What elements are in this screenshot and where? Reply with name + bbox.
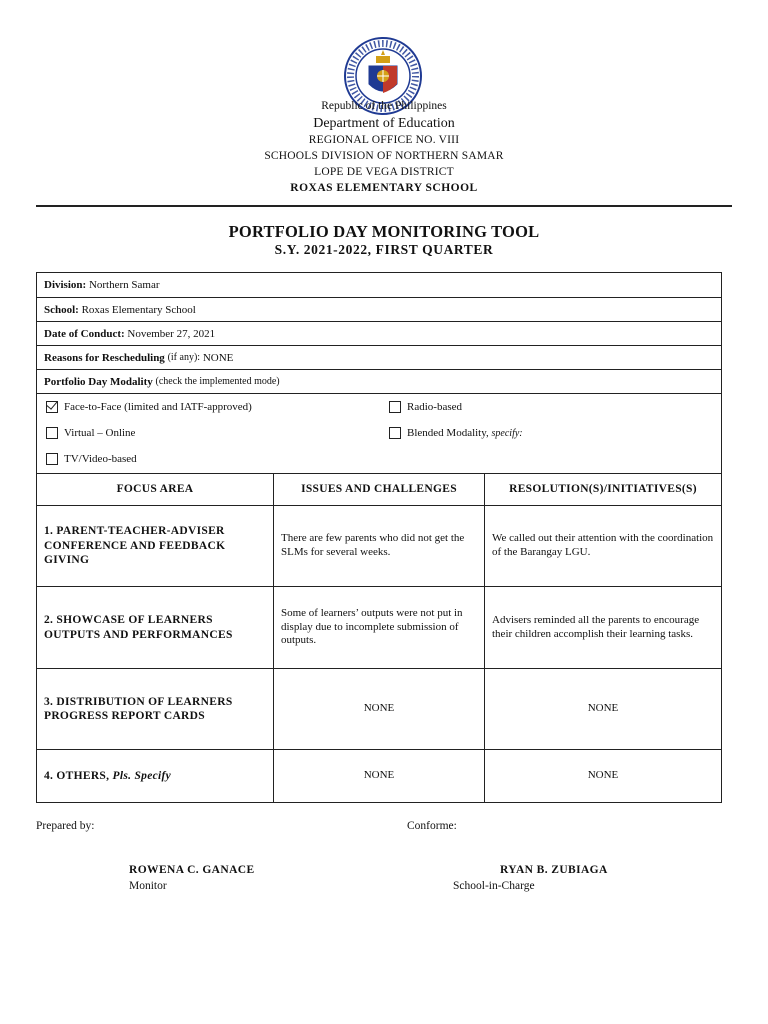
reasons-row	[37, 346, 721, 370]
checkbox-icon[interactable]	[389, 427, 401, 439]
reasons-note: (if any):	[167, 352, 201, 363]
focus-area-2: 2. SHOWCASE OF LEARNERS OUTPUTS AND PERFORMANCES	[37, 587, 274, 669]
modality-label: Portfolio Day Modality	[44, 375, 153, 388]
school-value: Roxas Elementary School	[81, 303, 196, 316]
option-virtual-online-label: Virtual – Online	[64, 427, 136, 439]
option-blended-label: Blended Modality,	[407, 427, 489, 439]
modality-options	[37, 394, 721, 474]
option-blended-specify: specify:	[491, 427, 523, 439]
document-subtitle: S.Y. 2021-2022, FIRST QUARTER	[274, 242, 494, 257]
republic-line: Republic of the Philippines	[321, 100, 447, 112]
monitoring-table	[36, 272, 722, 803]
division-line: SCHOOLS DIVISION OF NORTHERN SAMAR	[264, 150, 504, 162]
prepared-name: ROWENA C. GANACE	[129, 864, 255, 876]
header-resolution: RESOLUTION(S)/INITIATIVES(S)	[485, 474, 721, 506]
header-issues: ISSUES AND CHALLENGES	[274, 474, 485, 506]
issues-4: NONE	[274, 750, 485, 802]
header-divider	[36, 205, 732, 207]
prepared-by-label: Prepared by:	[36, 820, 95, 832]
checkbox-checked-icon[interactable]	[46, 401, 58, 413]
option-radio-based-label: Radio-based	[407, 401, 462, 413]
checkbox-icon[interactable]	[46, 453, 58, 465]
school-row	[37, 298, 721, 322]
issues-1: There are few parents who did not get the SLMs for several weeks.	[274, 506, 485, 587]
option-tv-video-label: TV/Video-based	[64, 453, 137, 465]
focus-area-1: 1. PARENT-TEACHER-ADVISER CONFERENCE AND FEEDBACK GIVING	[37, 506, 274, 587]
focus-area-4-specify: Pls. Specify	[112, 769, 172, 782]
option-face-to-face[interactable]	[46, 401, 252, 413]
resolution-4: NONE	[587, 769, 619, 782]
document-title: PORTFOLIO DAY MONITORING TOOL	[228, 222, 540, 241]
conforme-name: RYAN B. ZUBIAGA	[500, 864, 608, 876]
focus-area-4-label: 4. OTHERS,	[44, 769, 110, 782]
prepared-title: Monitor	[129, 880, 167, 892]
header-focus-area: FOCUS AREA	[37, 474, 274, 506]
conforme-title: School-in-Charge	[453, 880, 535, 892]
resolution-1: We called out their attention with the coordination of the Barangay LGU.	[485, 506, 721, 587]
school-line: ROXAS ELEMENTARY SCHOOL	[290, 182, 478, 194]
date-label: Date of Conduct:	[44, 327, 125, 340]
modality-row	[37, 370, 721, 394]
division-row	[37, 273, 721, 298]
checkbox-icon[interactable]	[46, 427, 58, 439]
conforme-label: Conforme:	[407, 820, 457, 832]
focus-area-3: 3. DISTRIBUTION OF LEARNERS PROGRESS REPORT CARDS	[37, 669, 274, 750]
resolution-3: NONE	[485, 669, 721, 750]
option-face-to-face-label: Face-to-Face (limited and IATF-approved)	[64, 401, 252, 413]
reasons-label: Reasons for Rescheduling	[44, 351, 165, 364]
option-tv-video[interactable]	[46, 453, 137, 465]
option-radio-based[interactable]	[389, 401, 462, 413]
option-virtual-online[interactable]	[46, 427, 135, 439]
focus-area-4	[37, 750, 274, 802]
resolution-2: Advisers reminded all the parents to encourage their children accomplish their learning tasks.	[485, 587, 721, 669]
district-line: LOPE DE VEGA DISTRICT	[314, 166, 454, 178]
option-blended[interactable]	[389, 427, 523, 439]
division-value: Northern Samar	[88, 279, 160, 291]
checkbox-icon[interactable]	[389, 401, 401, 413]
department-line: Department of Education	[313, 116, 455, 131]
date-row	[37, 322, 721, 346]
issues-3: NONE	[274, 669, 485, 750]
issues-2: Some of learners’ outputs were not put in display due to incomplete submission of outputs.	[274, 587, 485, 669]
modality-note: (check the implemented mode)	[155, 376, 280, 387]
focus-area-grid	[37, 474, 721, 802]
division-label: Division:	[44, 279, 87, 291]
school-label: School:	[44, 303, 79, 316]
date-value: November 27, 2021	[127, 327, 216, 340]
region-line: REGIONAL OFFICE NO. VIII	[308, 134, 460, 146]
reasons-value: NONE	[202, 351, 234, 364]
